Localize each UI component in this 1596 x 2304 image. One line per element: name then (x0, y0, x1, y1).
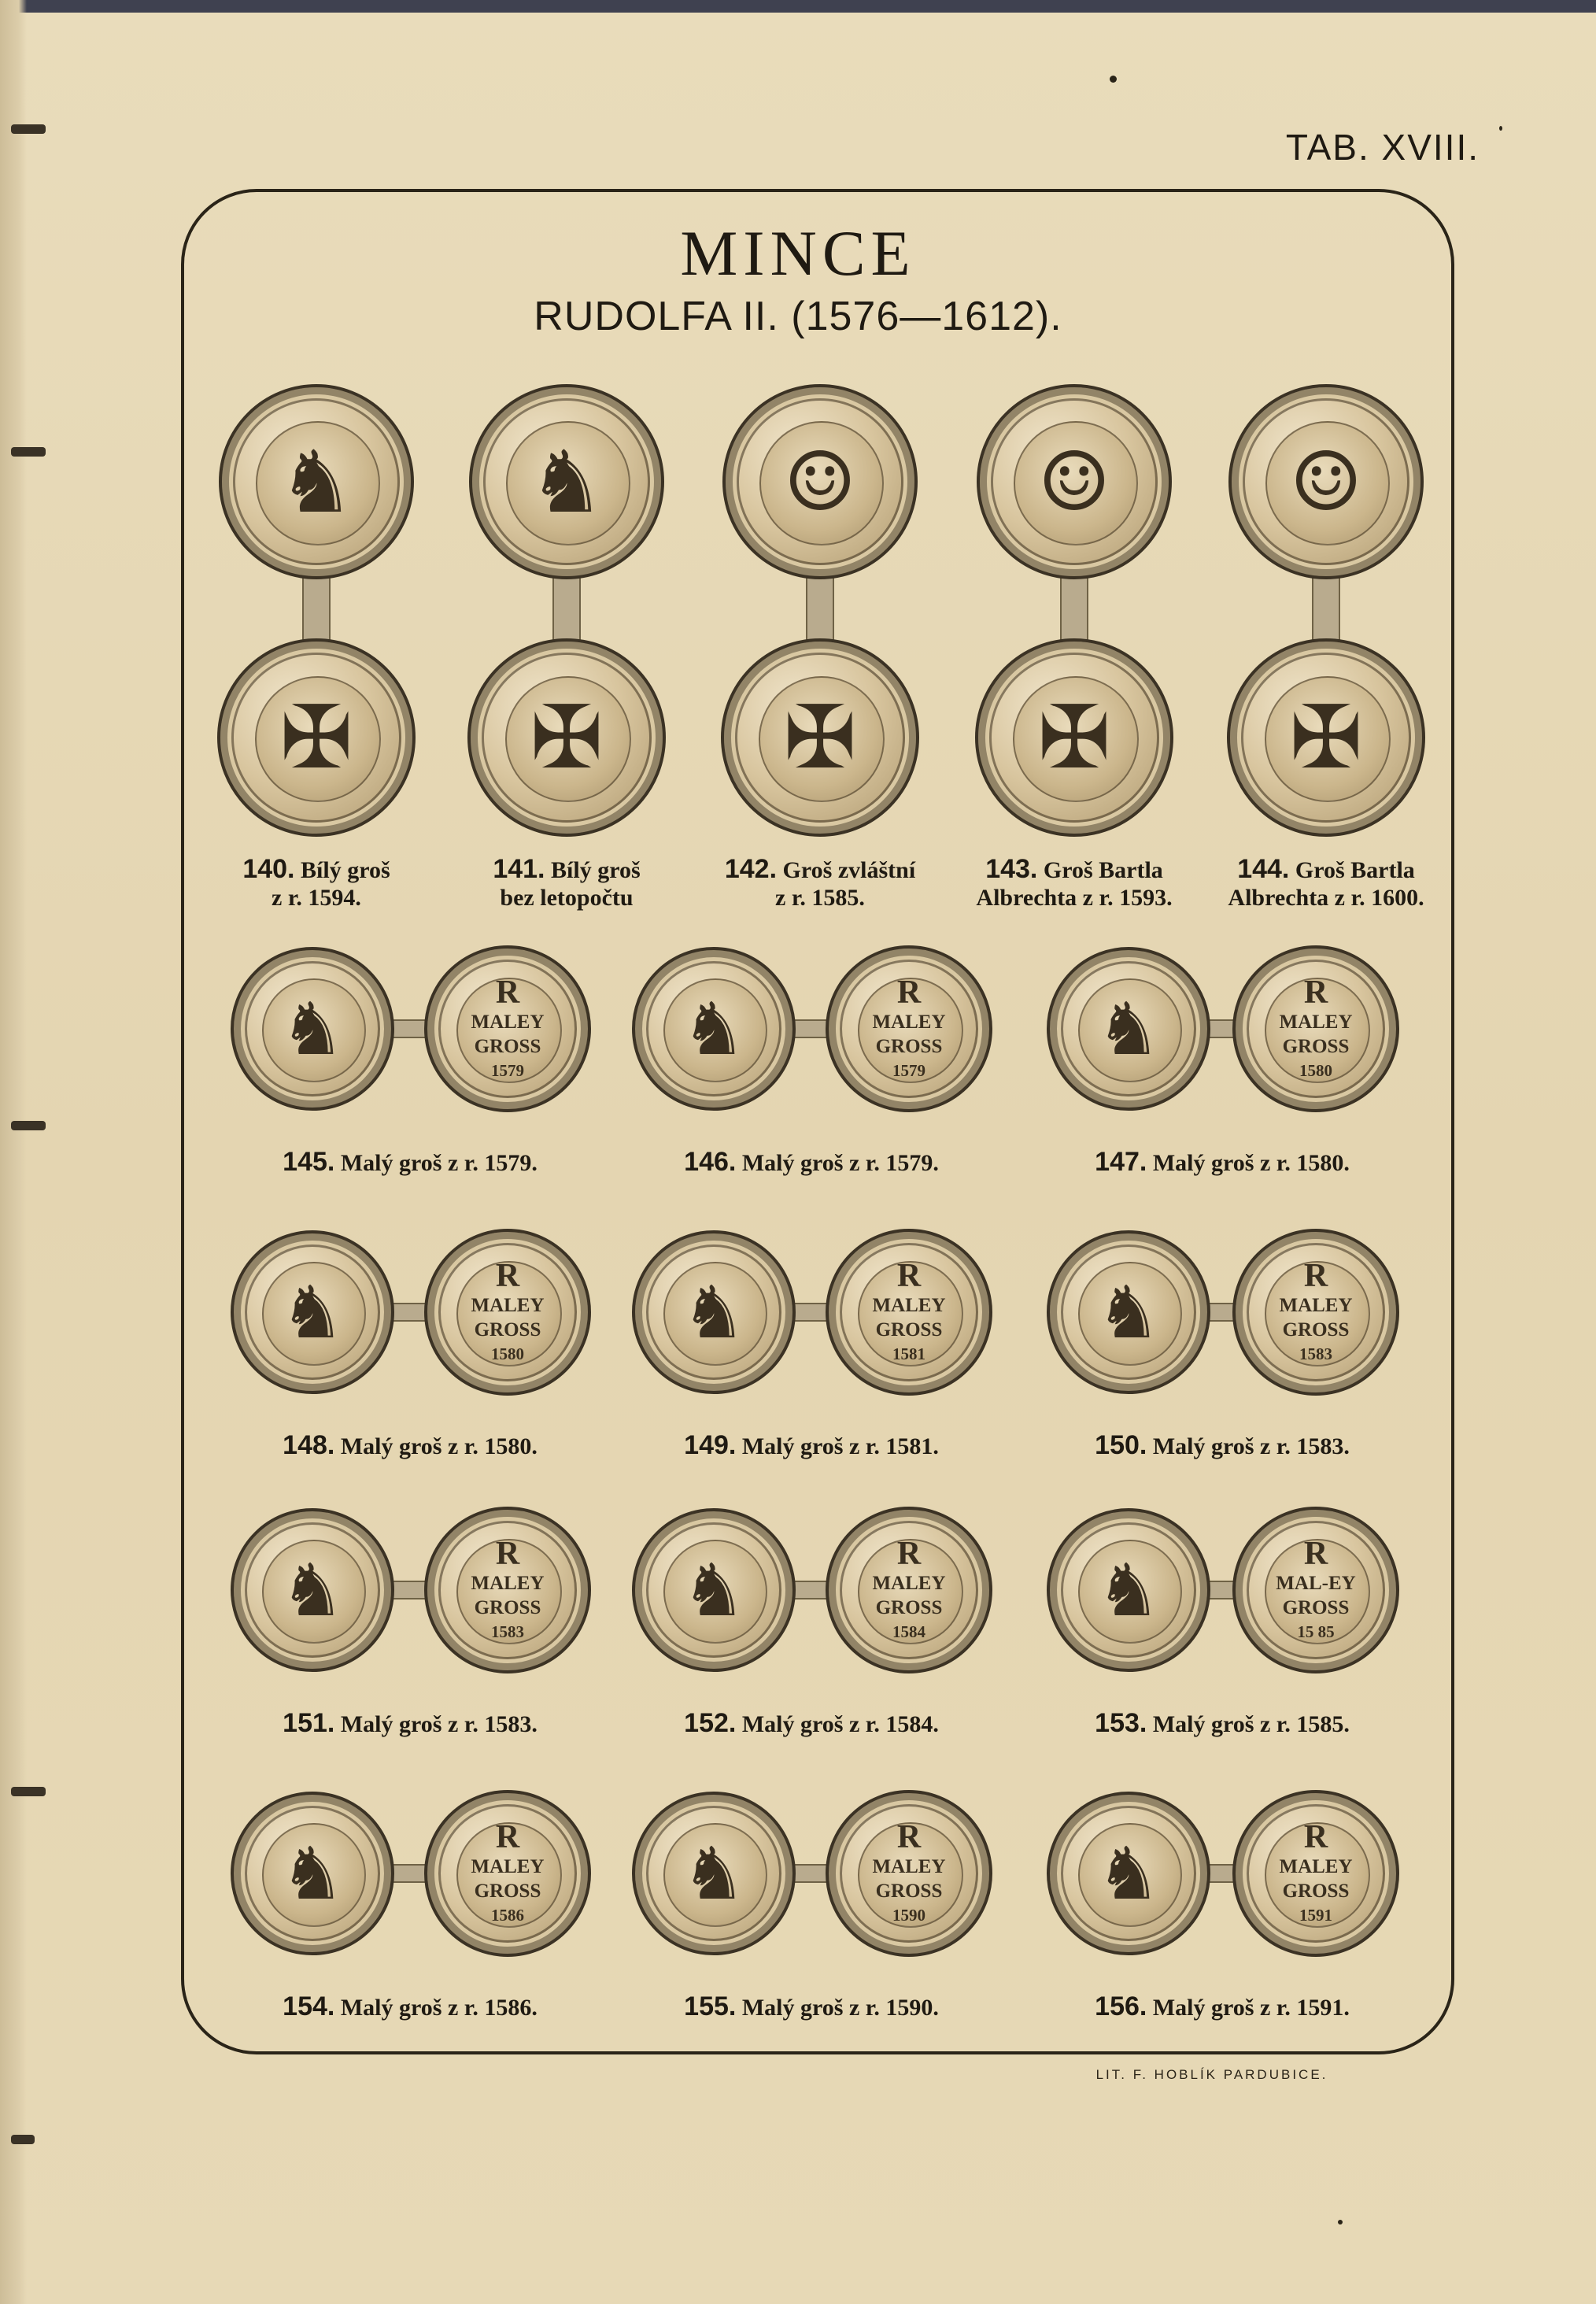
coin-legend-line: 1586 (491, 1906, 524, 1925)
coin-reverse (826, 1229, 992, 1396)
bohemian-lion-icon: ♞ (1095, 1831, 1162, 1916)
coin-reverse (424, 945, 591, 1112)
coin-legend-line: MAL-EY (1276, 1572, 1356, 1594)
paper-speck (1499, 126, 1502, 131)
coin-legend-line: MALEY (1279, 1855, 1353, 1877)
caption-text-line2: Albrechta z r. 1600. (1228, 885, 1424, 912)
coin-obverse (231, 1508, 394, 1672)
double-headed-eagle-icon: ✠ (1037, 686, 1111, 789)
caption-text: Malý groš z r. 1583. (1147, 1433, 1350, 1459)
caption-number: 145. (283, 1147, 335, 1177)
coin-reverse (826, 1790, 992, 1957)
coin-obverse (467, 638, 666, 837)
coin-obverse (1228, 384, 1424, 579)
caption-number: 156. (1095, 1991, 1147, 2021)
coin-legend-line: 1584 (892, 1622, 925, 1642)
binding-mark (11, 2135, 35, 2144)
coin-obverse (632, 947, 796, 1111)
double-headed-eagle-icon: ✠ (783, 686, 857, 789)
coin-legend-line: MALEY (872, 1855, 946, 1877)
coin-legend-line: MALEY (471, 1294, 545, 1316)
bohemian-lion-icon: ♞ (681, 1831, 747, 1916)
caption-number: 153. (1095, 1708, 1147, 1738)
page-left-edge (0, 0, 27, 2304)
coin-caption (607, 1430, 1016, 1461)
coin-legend-line: MALEY (872, 1572, 946, 1594)
coin-caption (607, 1708, 1016, 1739)
binding-mark (11, 447, 46, 457)
coin-obverse (1047, 1792, 1210, 1955)
caption-text: Groš Bartla (1037, 857, 1163, 883)
coin-legend-line: MALEY (471, 1011, 545, 1033)
caption-text: Malý groš z r. 1585. (1147, 1711, 1350, 1737)
coin-caption (205, 1430, 615, 1461)
double-headed-eagle-icon: ✠ (279, 686, 353, 789)
coin-legend-line: R (896, 1535, 922, 1572)
caption-text: Malý groš z r. 1580. (334, 1433, 538, 1459)
coin-legend-line: 1580 (491, 1344, 524, 1364)
bohemian-lion-icon: ♞ (681, 1270, 747, 1355)
double-headed-eagle-icon: ✠ (1289, 686, 1363, 789)
coin-obverse (632, 1792, 796, 1955)
emperor-portrait-icon: ☺ (783, 434, 857, 530)
caption-number: 150. (1095, 1430, 1147, 1460)
coin-obverse (1047, 1508, 1210, 1672)
coin-legend-line: R (896, 974, 922, 1011)
bohemian-lion-icon: ♞ (681, 1548, 747, 1633)
coin-legend-line: GROSS (1282, 1881, 1350, 1903)
coin-legend-line: 1579 (892, 1061, 925, 1081)
coin-legend-line: GROSS (1282, 1319, 1350, 1341)
coin-caption (1018, 1430, 1427, 1461)
coin-obverse (231, 1230, 394, 1394)
coin-legend-line: 1581 (892, 1344, 925, 1364)
coin-caption (948, 854, 1200, 912)
coin-caption (1018, 1147, 1427, 1178)
caption-number: 149. (684, 1430, 737, 1460)
bohemian-lion-icon: ♞ (279, 1270, 345, 1355)
coin-caption (694, 854, 946, 912)
caption-text: Malý groš z r. 1591. (1147, 1995, 1350, 2021)
bohemian-lion-icon: ♞ (681, 986, 747, 1071)
coin-obverse (1047, 947, 1210, 1111)
coin-legend-line: MALEY (1279, 1011, 1353, 1033)
coin-legend-line: MALEY (471, 1855, 545, 1877)
coin-caption (1018, 1708, 1427, 1739)
coin-legend-line: GROSS (474, 1319, 541, 1341)
caption-text: Malý groš z r. 1580. (1147, 1150, 1350, 1176)
emperor-portrait-icon: ☺ (1289, 434, 1363, 530)
coin-legend-line: R (896, 1818, 922, 1855)
bohemian-lion-icon: ♞ (279, 1548, 345, 1633)
caption-text: Malý groš z r. 1579. (736, 1150, 939, 1176)
coin-reverse (1232, 1790, 1399, 1957)
coin-legend-line: GROSS (875, 1036, 943, 1058)
coin-legend-line: GROSS (875, 1881, 943, 1903)
coin-legend-line: R (1303, 974, 1328, 1011)
coin-legend-line: MALEY (872, 1294, 946, 1316)
coin-legend-line: GROSS (1282, 1597, 1350, 1619)
coin-reverse (424, 1229, 591, 1396)
coin-obverse (977, 384, 1172, 579)
scan-top-edge (0, 0, 1596, 13)
coin-reverse (826, 945, 992, 1112)
coin-legend-line: GROSS (875, 1597, 943, 1619)
coin-obverse (1047, 1230, 1210, 1394)
caption-number: 144. (1237, 854, 1290, 884)
caption-text: Bílý groš (545, 857, 641, 883)
coin-legend-line: 1590 (892, 1906, 925, 1925)
coin-obverse (975, 638, 1173, 837)
coin-legend-line: R (495, 1818, 520, 1855)
coin-obverse (722, 384, 918, 579)
caption-text: Malý groš z r. 1590. (736, 1995, 939, 2021)
caption-number: 154. (283, 1991, 335, 2021)
bohemian-lion-icon: ♞ (528, 431, 605, 532)
caption-text: Bílý groš (294, 857, 390, 883)
coin-legend-line: R (1303, 1818, 1328, 1855)
caption-number: 155. (684, 1991, 737, 2021)
coin-legend-line: 15 85 (1297, 1622, 1335, 1642)
coin-legend-line: R (1303, 1257, 1328, 1294)
caption-text-line2: bez letopočtu (500, 885, 634, 912)
coin-legend-line: 1591 (1299, 1906, 1332, 1925)
printer-credit: LIT. F. HOBLÍK PARDUBICE. (1095, 2067, 1328, 2082)
caption-number: 148. (283, 1430, 335, 1460)
caption-text: Groš zvláštní (777, 857, 916, 883)
coin-caption (205, 1991, 615, 2022)
coin-obverse (231, 947, 394, 1111)
coin-reverse (1232, 1229, 1399, 1396)
coin-obverse (1227, 638, 1425, 837)
bohemian-lion-icon: ♞ (279, 1831, 345, 1916)
plate-subtitle: RUDOLFA II. (1576—1612). (534, 294, 1062, 339)
coin-reverse (1232, 1507, 1399, 1673)
caption-number: 141. (493, 854, 545, 884)
coin-reverse (424, 1790, 591, 1957)
caption-text-line2: Albrechta z r. 1593. (976, 885, 1173, 912)
coin-caption (205, 1147, 615, 1178)
coin-legend-line: 1583 (491, 1622, 524, 1642)
coin-caption (607, 1991, 1016, 2022)
coin-legend-line: MALEY (471, 1572, 545, 1594)
coin-legend-line: R (495, 1257, 520, 1294)
bohemian-lion-icon: ♞ (1095, 986, 1162, 1071)
emperor-portrait-icon: ☺ (1037, 434, 1111, 530)
paper-speck (1338, 2220, 1343, 2224)
caption-number: 152. (684, 1708, 737, 1738)
coin-legend-line: GROSS (875, 1319, 943, 1341)
caption-text-line2: z r. 1585. (775, 885, 865, 912)
coin-obverse (219, 384, 414, 579)
coin-legend-line: R (495, 1535, 520, 1572)
bohemian-lion-icon: ♞ (1095, 1548, 1162, 1633)
coin-legend-line: R (1303, 1535, 1328, 1572)
binding-mark (11, 1121, 46, 1130)
caption-number: 143. (985, 854, 1038, 884)
coin-caption (1200, 854, 1452, 912)
caption-text: Malý groš z r. 1579. (334, 1150, 538, 1176)
caption-number: 147. (1095, 1147, 1147, 1177)
caption-number: 140. (242, 854, 295, 884)
binding-mark (11, 124, 46, 134)
caption-text: Groš Bartla (1289, 857, 1415, 883)
binding-mark (11, 1787, 46, 1796)
caption-text: Malý groš z r. 1581. (736, 1433, 939, 1459)
coin-legend-line: 1579 (491, 1061, 524, 1081)
caption-text-line2: z r. 1594. (272, 885, 361, 912)
caption-text: Malý groš z r. 1584. (736, 1711, 939, 1737)
coin-reverse (1232, 945, 1399, 1112)
coin-legend-line: GROSS (474, 1881, 541, 1903)
bohemian-lion-icon: ♞ (1095, 1270, 1162, 1355)
coin-obverse (632, 1508, 796, 1672)
coin-obverse (217, 638, 416, 837)
coin-obverse (469, 384, 664, 579)
caption-number: 151. (283, 1708, 335, 1738)
coin-legend-line: 1583 (1299, 1344, 1332, 1364)
coin-caption (205, 1708, 615, 1739)
coin-legend-line: GROSS (474, 1597, 541, 1619)
coin-caption (607, 1147, 1016, 1178)
coin-legend-line: R (495, 974, 520, 1011)
coin-reverse (826, 1507, 992, 1673)
coin-obverse (721, 638, 919, 837)
double-headed-eagle-icon: ✠ (530, 686, 604, 789)
caption-text: Malý groš z r. 1583. (334, 1711, 538, 1737)
coin-caption (1018, 1991, 1427, 2022)
plate-number: TAB. XVIII. (1285, 127, 1480, 168)
coin-obverse (231, 1792, 394, 1955)
coin-caption (441, 854, 693, 912)
coin-legend-line: 1580 (1299, 1061, 1332, 1081)
caption-number: 142. (724, 854, 778, 884)
bohemian-lion-icon: ♞ (278, 431, 355, 532)
paper-speck (1110, 76, 1117, 83)
caption-text: Malý groš z r. 1586. (334, 1995, 538, 2021)
coin-legend-line: R (896, 1257, 922, 1294)
coin-legend-line: GROSS (474, 1036, 541, 1058)
coin-legend-line: MALEY (1279, 1294, 1353, 1316)
coin-reverse (424, 1507, 591, 1673)
coin-legend-line: GROSS (1282, 1036, 1350, 1058)
caption-number: 146. (684, 1147, 737, 1177)
coin-legend-line: MALEY (872, 1011, 946, 1033)
bohemian-lion-icon: ♞ (279, 986, 345, 1071)
plate-title: MINCE (680, 217, 916, 289)
coin-obverse (632, 1230, 796, 1394)
coin-caption (190, 854, 442, 912)
